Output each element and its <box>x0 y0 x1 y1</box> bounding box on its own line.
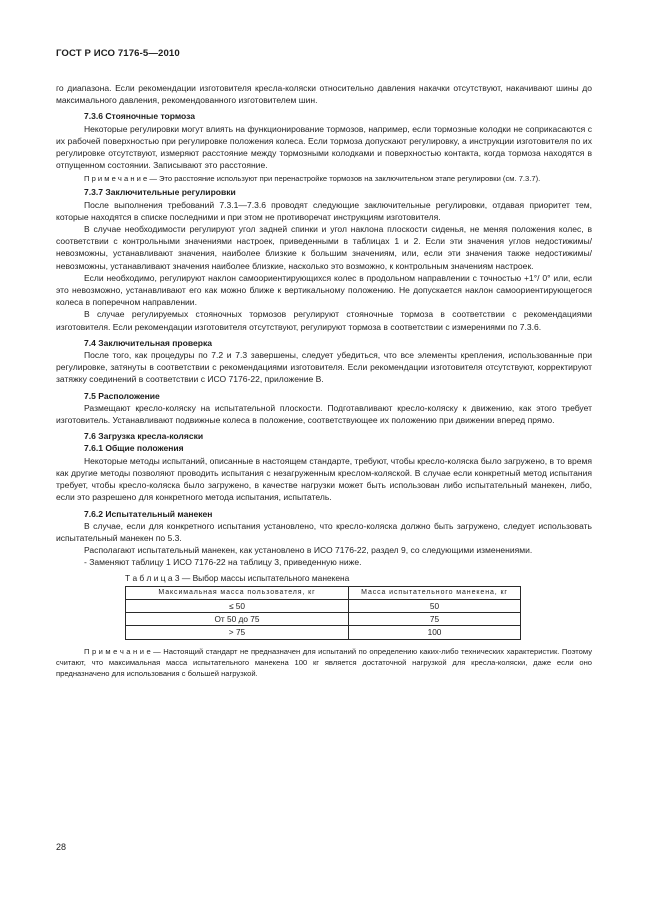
note-label: П р и м е ч а н и е <box>84 174 148 184</box>
table-label: Т а б л и ц а <box>125 572 173 583</box>
document-header: ГОСТ Р ИСО 7176-5—2010 <box>56 48 180 59</box>
note-label: П р и м е ч а н и е <box>84 646 151 656</box>
table-cell: 50 <box>349 599 521 612</box>
table-caption-text: 3 — Выбор массы испытательного манекена <box>172 572 350 583</box>
page-number: 28 <box>56 842 67 852</box>
section-heading-7-6-2: 7.6.2 Испытательный манекен <box>84 508 213 519</box>
table-cell: 100 <box>349 626 521 639</box>
note-text: — Настоящий стандарт не предназначен для испытаний по определению каких-либо технических характеристик. Поэтому считают, что максимальная масса испытательного манекена 100 кг является достаточной нагрузкой для кресла-коляски, даже если оно предназначено для использования с большей нагрузкой. <box>56 646 592 678</box>
dummy-mass-table <box>125 586 521 640</box>
paragraph: После выполнения требований 7.3.1—7.3.6 проводят следующие заключительные регулировки, отдавая приоритет тем, которые находятся в списке последними и при этом не противоречат инструкциям изготовителя. <box>56 199 592 222</box>
note-text: — Это расстояние используют при перенастройке тормозов на заключительном этапе регулировки (см. 7.3.7). <box>147 174 541 184</box>
paragraph: После того, как процедуры по 7.2 и 7.3 завершены, следует убедиться, что все элементы крепления, использованные при регулировке, затянуты в соответствии с рекомендациями изготовителя. Если рекомендации изготовителя отсутствуют, корректируют затяжку соединений в соответствии с ИСО 7176-22, приложение В. <box>56 350 592 385</box>
paragraph: Некоторые методы испытаний, описанные в настоящем стандарте, требуют, чтобы кресло-коляска было загружено, в то время как другие методы позволяют проводить испытания с незагруженным креслом-коляской. В случае если конкретный метод испытания требует, чтобы кресло-коляска было загружено, в качестве нагрузки может быть использован либо испытательный манекен, либо, если это разрешено для конкретного метода испытания, испытатель. <box>56 455 592 503</box>
table-cell: 75 <box>349 613 521 626</box>
paragraph: Некоторые регулировки могут влиять на функционирование тормозов, например, если тормозные колодки не соприкасаются с их рабочей поверхностью при регулировке положения колеса. Если тормоза допускают регулировку, а инструкции изготовителя по их регулировке отсутствуют, измеряют расстояние между тормозными колодками и поверхностью контакта, когда тормоза находятся в отпущенном состоянии. Записывают это расстояние. <box>56 123 592 171</box>
table-row <box>126 626 521 639</box>
table-cell: ≤ 50 <box>126 599 349 612</box>
note <box>56 173 592 184</box>
paragraph: В случае необходимости регулируют угол задней спинки и угол наклона плоскости сиденья, не меняя положения колес, в соответствии с контрольными значениями настроек, приведенными в таблицах 1 и 2. Если эти значения углов недостижимы/невозможны, устанавливают значения, наиболее близкие к большим значениям, или, если эти значения также недостижимы/невозможны, устанавливают значения наиболее близкие, насколько это возможно, к контрольным значениям настроек. <box>56 224 592 271</box>
paragraph: Располагают испытательный манекен, как установлено в ИСО 7176-22, раздел 9, со следующими изменениями. <box>84 545 533 556</box>
document-body <box>56 82 592 681</box>
table-row <box>126 613 521 626</box>
table-header-cell: Максимальная масса пользователя, кг <box>126 586 349 599</box>
table-header-cell: Масса испытательного манекена, кг <box>349 586 521 599</box>
section-heading-7-6: 7.6 Загрузка кресла-коляски <box>84 431 204 442</box>
paragraph: В случае регулируемых стояночных тормозов регулируют стояночные тормоза в соответствии с рекомендациями изготовителя. Если рекомендации изготовителя отсутствуют, регулируют тормоза в соответствии с измерениями по 7.3.6. <box>56 309 592 332</box>
section-heading-7-3-6: 7.3.6 Стояночные тормоза <box>84 111 196 122</box>
paragraph: - Заменяют таблицу 1 ИСО 7176-22 на таблицу 3, приведенную ниже. <box>84 557 362 568</box>
table-row <box>126 599 521 612</box>
table-caption <box>56 572 592 584</box>
table-cell: > 75 <box>126 626 349 639</box>
table-header-row <box>126 586 521 599</box>
section-heading-7-3-7: 7.3.7 Заключительные регулировки <box>84 187 236 198</box>
table-cell: От 50 до 75 <box>126 613 349 626</box>
paragraph: Размещают кресло-коляску на испытательной плоскости. Подготавливают кресло-коляску к движению, как этого требует изготовитель. Устанавливают подвижные колеса в положение, соответствующее их положению при движении вперед прямо. <box>56 402 592 426</box>
section-heading-7-5: 7.5 Расположение <box>84 390 160 401</box>
paragraph: В случае, если для конкретного испытания установлено, что кресло-коляска должно быть загружено, следует использовать испытательный манекен по 5.3. <box>56 520 592 543</box>
paragraph: Если необходимо, регулируют наклон самоориентирующихся колес в продольном направлении с точностью +1°/ 0° или, если это невозможно, устанавливают его как можно ближе к вертикальному положению. Не допускается наклон самоориентирующегося колеса в поперечном направлении. <box>56 272 592 308</box>
section-heading-7-6-1: 7.6.1 Общие положения <box>84 443 184 454</box>
note <box>56 646 592 679</box>
section-heading-7-4: 7.4 Заключительная проверка <box>84 337 213 348</box>
paragraph: го диапазона. Если рекомендации изготовителя кресла-коляски относительно давления накачки отсутствуют, накачивают шины до максимального давления, рекомендованного изготовителем шин. <box>56 83 592 106</box>
